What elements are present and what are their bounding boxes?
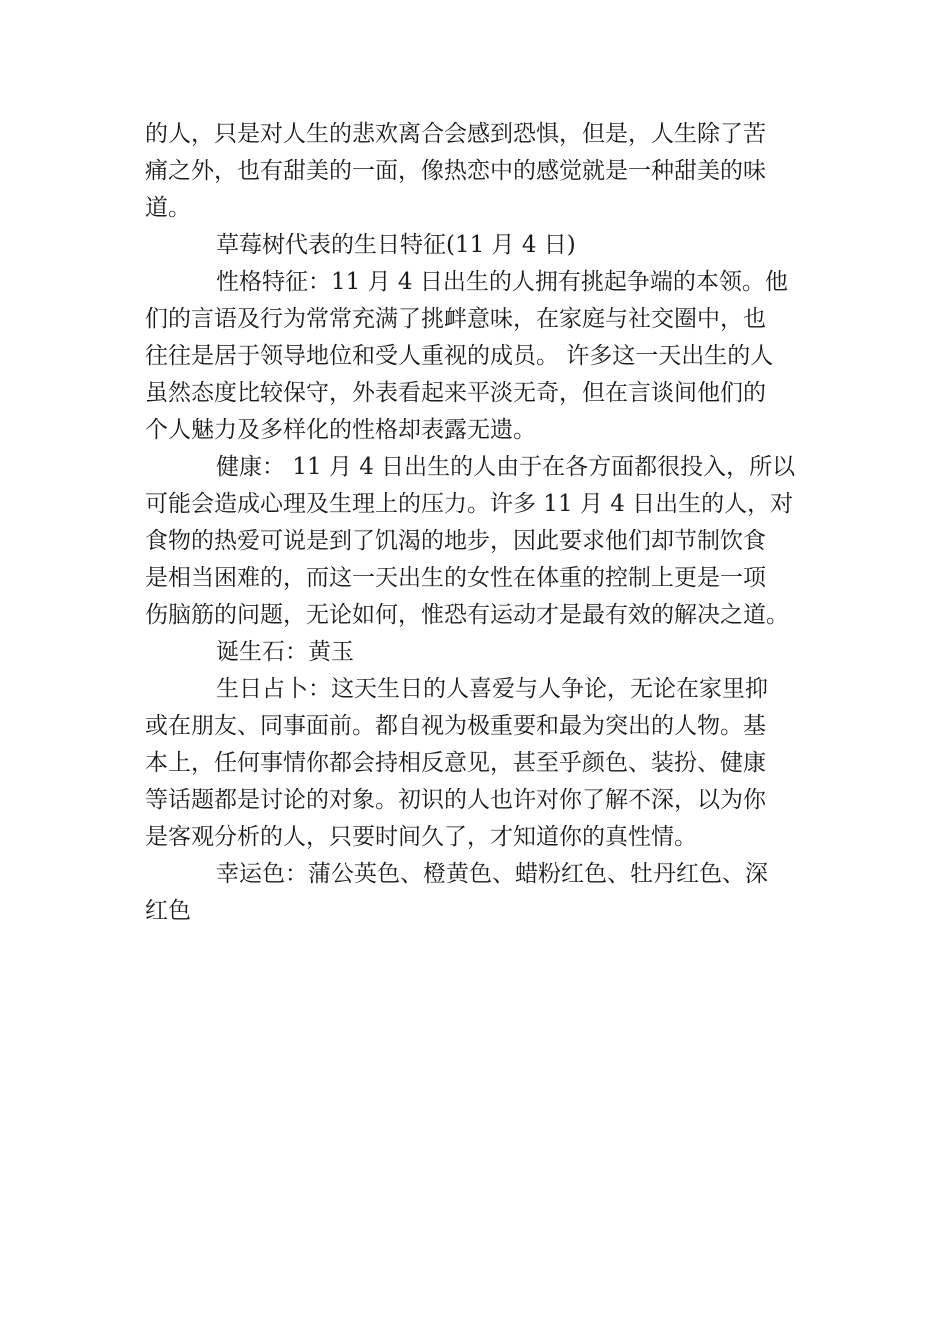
text-line: 健康： 11 月 4 日出生的人由于在各方面都很投入，所以 bbox=[216, 454, 796, 480]
text-line: 等话题都是讨论的对象。初识的人也许对你了解不深，以为你 bbox=[145, 787, 766, 813]
text-line: 诞生石：黄玉 bbox=[216, 639, 354, 665]
text-line: 食物的热爱可说是到了饥渴的地步，因此要求他们却节制饮食 bbox=[145, 528, 766, 554]
text-line: 或在朋友、同事面前。都自视为极重要和最为突出的人物。基 bbox=[145, 713, 766, 739]
text-line: 是相当困难的，而这一天出生的女性在体重的控制上更是一项 bbox=[145, 565, 766, 591]
text-line: 虽然态度比较保守，外表看起来平淡无奇，但在言谈间他们的 bbox=[145, 380, 766, 406]
text-line: 们的言语及行为常常充满了挑衅意味，在家庭与社交圈中，也 bbox=[145, 306, 766, 332]
text-line: 生日占卜：这天生日的人喜爱与人争论，无论在家里抑 bbox=[216, 676, 768, 702]
text-line: 道。 bbox=[145, 195, 191, 221]
text-line: 性格特征：11 月 4 日出生的人拥有挑起争端的本领。他 bbox=[216, 269, 788, 295]
text-line: 本上，任何事情你都会持相反意见，甚至乎颜色、装扮、健康 bbox=[145, 750, 766, 776]
text-line: 往往是居于领导地位和受人重视的成员。 许多这一天出生的人 bbox=[145, 343, 774, 369]
text-line: 幸运色：蒲公英色、橙黄色、蜡粉红色、牡丹红色、深 bbox=[216, 861, 768, 887]
text-line: 红色 bbox=[145, 898, 191, 924]
text-line: 个人魅力及多样化的性格却表露无遗。 bbox=[145, 417, 536, 443]
section-heading: 草莓树代表的生日特征(11 月 4 日) bbox=[216, 232, 576, 258]
text-line: 可能会造成心理及生理上的压力。许多 11 月 4 日出生的人，对 bbox=[145, 491, 794, 517]
document-body bbox=[145, 116, 805, 930]
text-line: 伤脑筋的问题，无论如何，惟恐有运动才是最有效的解决之道。 bbox=[145, 602, 789, 628]
text-line: 是客观分析的人，只要时间久了，才知道你的真性情。 bbox=[145, 824, 697, 850]
text-line: 痛之外，也有甜美的一面，像热恋中的感觉就是一种甜美的味 bbox=[145, 158, 766, 184]
text-line: 的人，只是对人生的悲欢离合会感到恐惧，但是，人生除了苦 bbox=[145, 121, 766, 147]
